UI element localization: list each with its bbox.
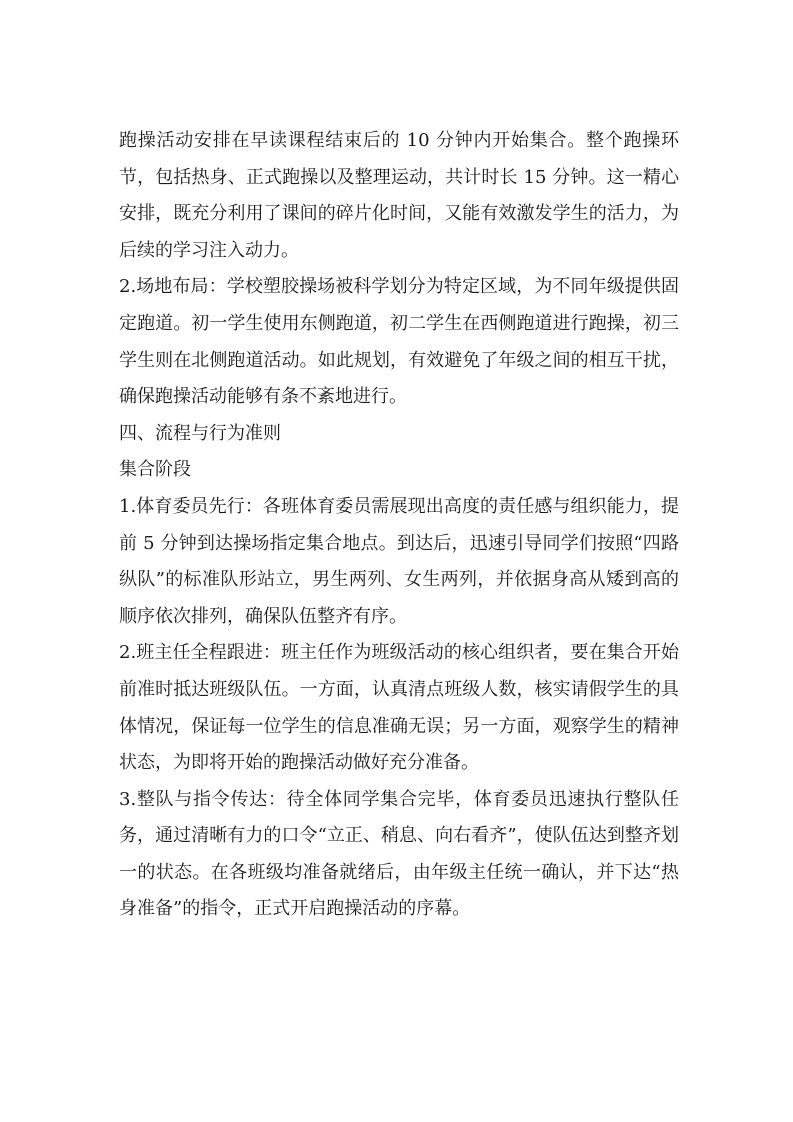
- paragraph-schedule: 跑操活动安排在早读课程结束后的 10 分钟内开始集合。整个跑操环节，包括热身、正式跑操以及整理运动，共计时长 15 分钟。这一精心安排，既充分利用了课间的碎片化时间，又能有效激发学生的活力，为后续的学习注入动力。: [119, 130, 679, 261]
- paragraph-head-teacher: 2.班主任全程跟进：班主任作为班级活动的核心组织者，要在集合开始前准时抵达班级队伍。一方面，认真清点班级人数，核实请假学生的具体情况，保证每一位学生的信息准确无误；另一方面，观察学生的精神状态，为即将开始的跑操活动做好充分准备。: [119, 642, 679, 774]
- section-heading: 四、流程与行为准则: [119, 422, 281, 444]
- paragraph-formation: 3.整队与指令传达：待全体同学集合完毕，体育委员迅速执行整队任务，通过清晰有力的口令“立正、稍息、向右看齐”，使队伍达到整齐划一的状态。在各班级均准备就绪后，由年级主任统一确认，并下达“热身准备”的指令，正式开启跑操活动的序幕。: [119, 788, 679, 920]
- paragraph-venue-layout: 2.场地布局：学校塑胶操场被科学划分为特定区域，为不同年级提供固定跑道。初一学生使用东侧跑道，初二学生在西侧跑道进行跑操，初三学生则在北侧跑道活动。如此规划，有效避免了年级之间的相互干扰，确保跑操活动能够有条不紊地进行。: [119, 276, 679, 408]
- paragraph-sports-committee: 1.体育委员先行：各班体育委员需展现出高度的责任感与组织能力，提前 5 分钟到达操场指定集合地点。到达后，迅速引导同学们按照“四路纵队”的标准队形站立，男生两列、女生两列，并依据身高从矮到高的顺序依次排列，确保队伍整齐有序。: [119, 495, 679, 627]
- subsection-heading: 集合阶段: [119, 459, 191, 481]
- document-body: [119, 123, 679, 928]
